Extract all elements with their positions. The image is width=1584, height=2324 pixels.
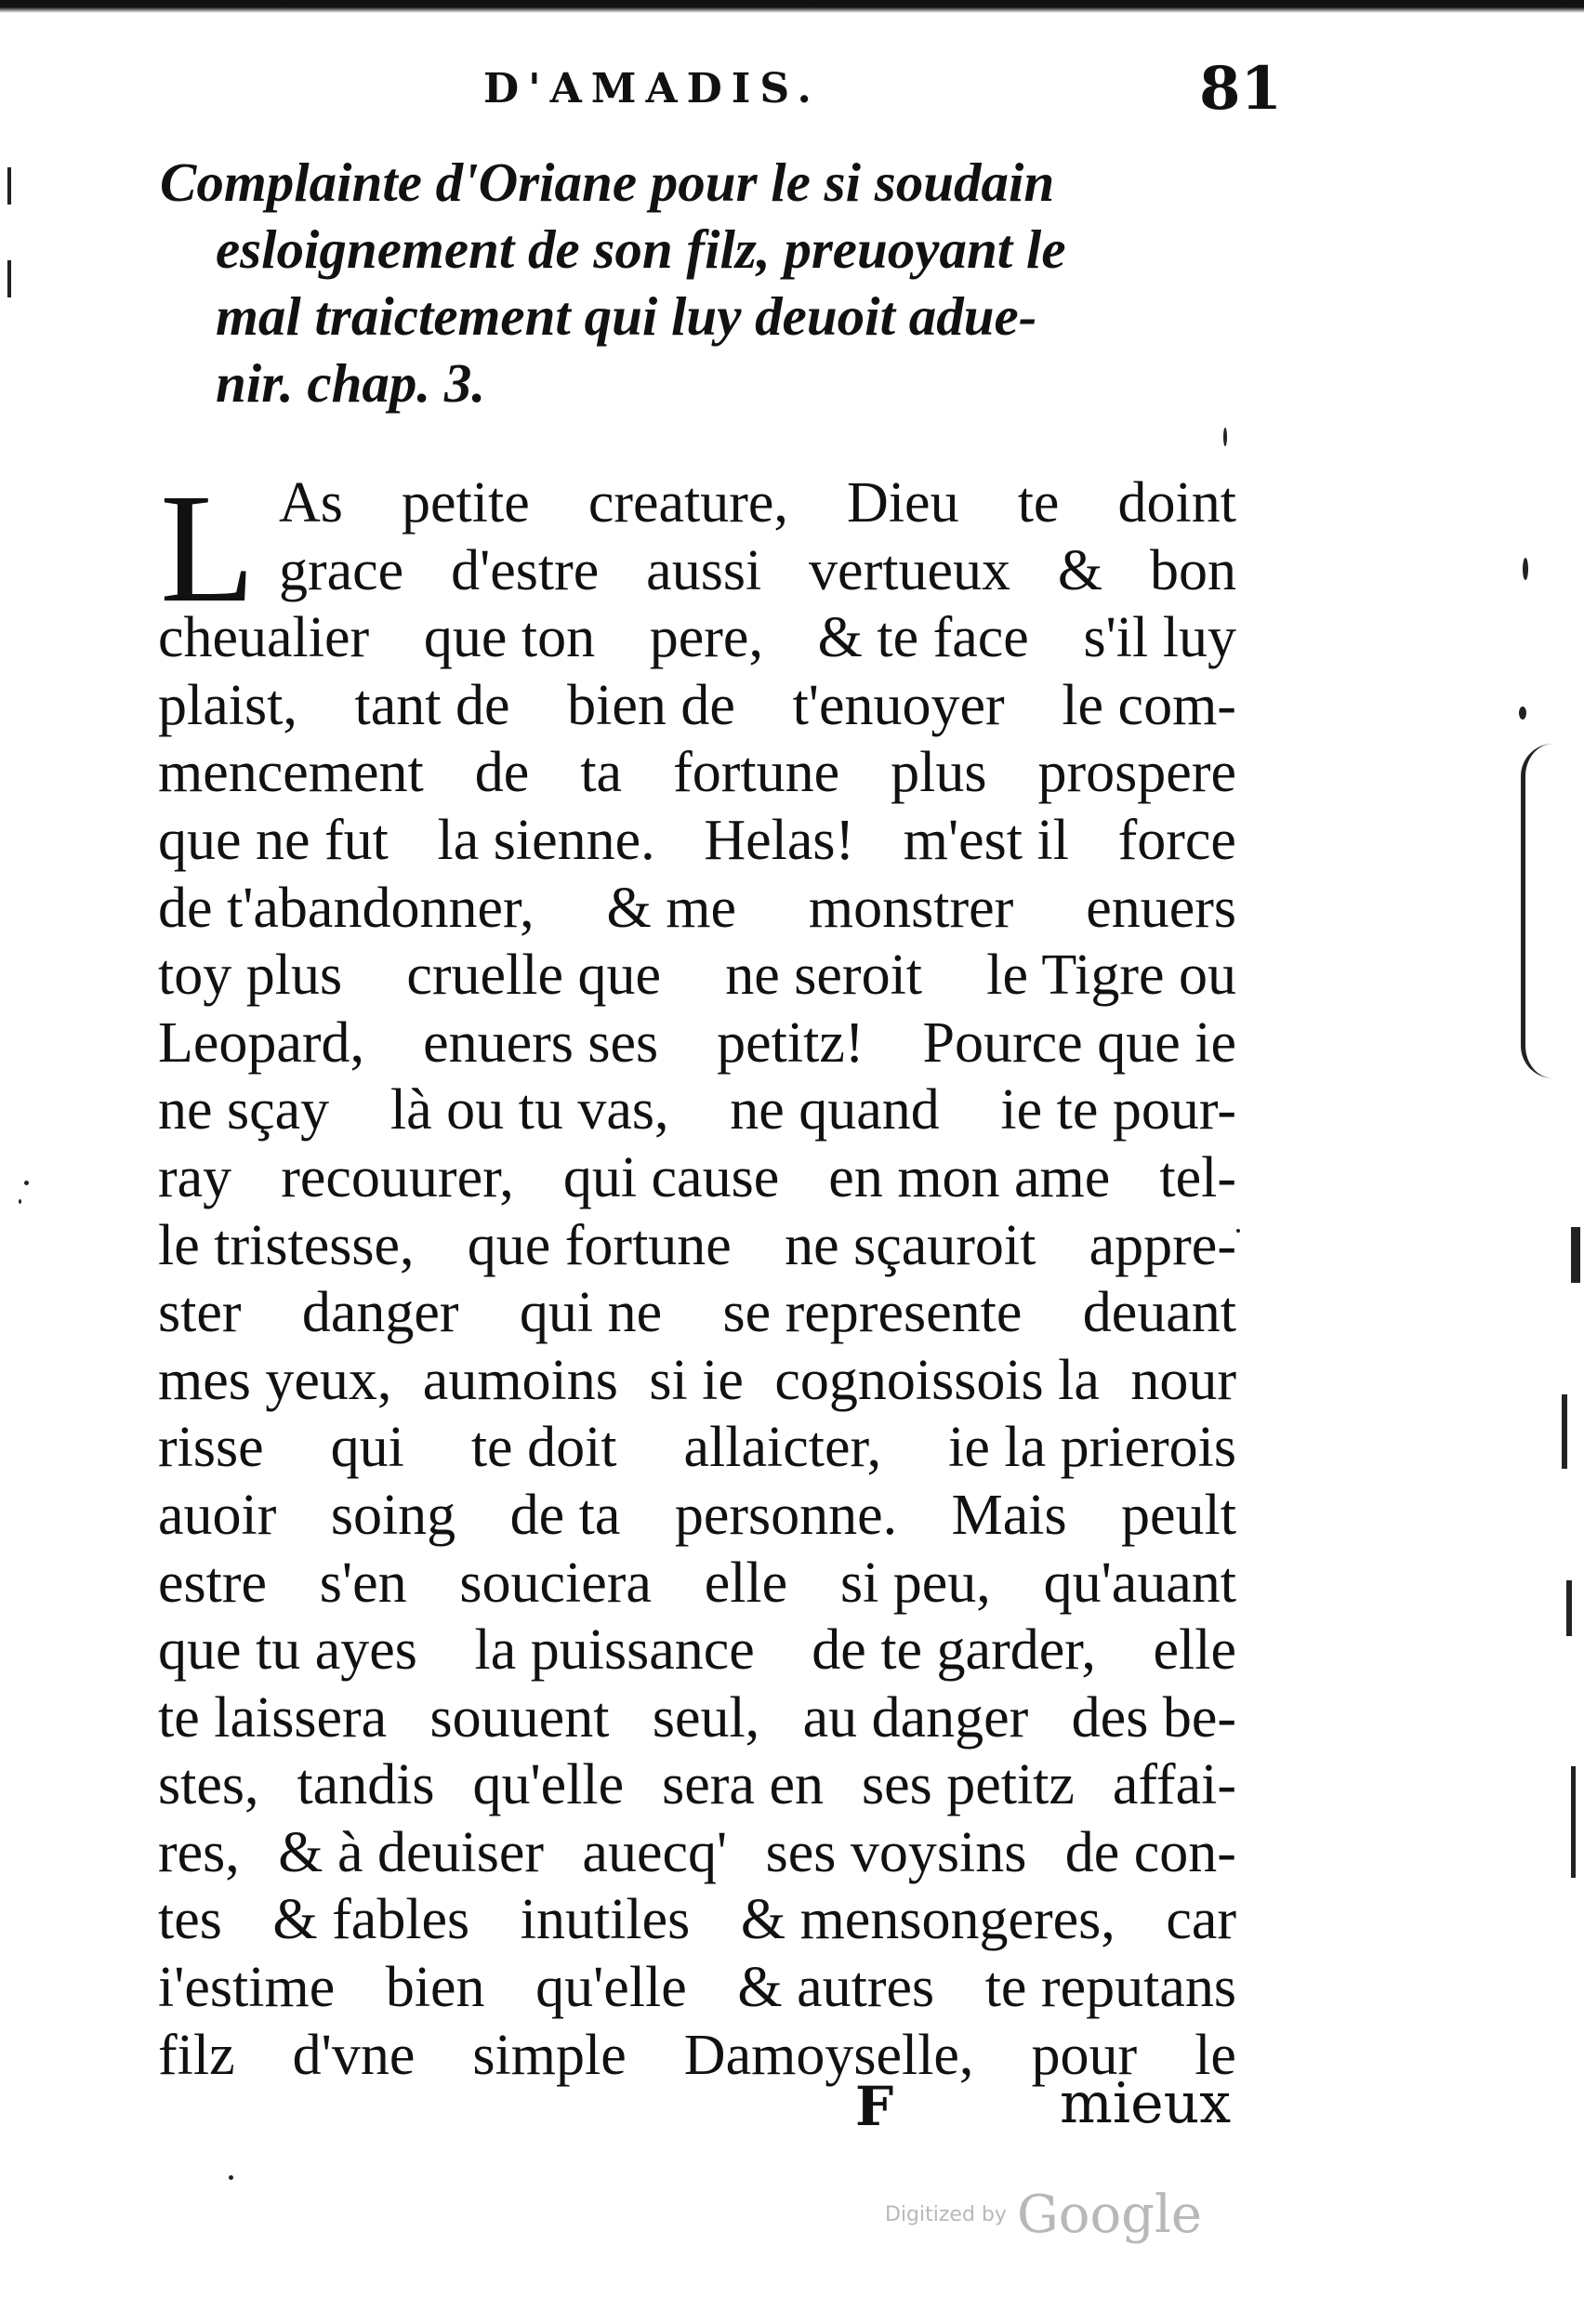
body-word: qu'elle (472, 1753, 625, 1817)
body-word: tes (158, 1888, 222, 1952)
body-word: m'est il (903, 808, 1069, 872)
body-word: risse (158, 1416, 264, 1480)
body-word: la sienne. (437, 808, 655, 872)
body-word: & mensongeres, (740, 1888, 1115, 1952)
body-word: plus (891, 741, 987, 805)
body-word: la puissance (474, 1618, 755, 1683)
body-word: mencement (158, 741, 424, 805)
body-word: ie la prierois (948, 1416, 1236, 1480)
margin-edge-mark (1571, 1766, 1576, 1878)
body-line (158, 1482, 1236, 1550)
body-line (158, 469, 1236, 537)
catchword: mieux (1060, 2071, 1232, 2136)
body-word: prospere (1037, 741, 1236, 805)
ink-speck (19, 1199, 21, 1204)
body-line (158, 942, 1236, 1010)
body-word: elle (1153, 1618, 1236, 1683)
body-word: nour (1130, 1348, 1236, 1412)
body-line (158, 1550, 1236, 1618)
body-line (158, 1954, 1236, 2022)
watermark-brand: Google (1017, 2185, 1203, 2245)
body-word: te reputans (984, 1956, 1236, 2020)
body-word: qui ne (519, 1281, 663, 1345)
body-word: de con- (1064, 1820, 1236, 1884)
body-word: de te garder, (812, 1618, 1096, 1683)
body-word: force (1117, 808, 1236, 872)
body-word: bon (1149, 538, 1236, 602)
ink-speck (1223, 428, 1227, 446)
body-word: seul, (652, 1685, 760, 1750)
body-word: doint (1117, 471, 1236, 535)
body-word: car (1166, 1888, 1236, 1952)
ink-speck (229, 2175, 233, 2180)
body-line (158, 1414, 1236, 1482)
body-word: d'estre (451, 538, 600, 602)
body-word: que fortune (467, 1213, 732, 1277)
body-word: te (1017, 471, 1060, 535)
ink-speck (24, 1181, 29, 1185)
body-word: le com- (1062, 673, 1236, 737)
body-word: danger (301, 1281, 459, 1345)
margin-edge-mark (1566, 1580, 1572, 1636)
body-line (158, 1684, 1236, 1752)
body-word: là ou tu vas, (389, 1078, 669, 1142)
body-line (158, 1617, 1236, 1684)
body-word: ta (580, 741, 623, 805)
body-word: si peu, (839, 1551, 991, 1615)
chapter-heading (160, 149, 1220, 416)
body-word: s'en (319, 1551, 407, 1615)
margin-edge-mark (7, 167, 11, 205)
body-word: & autres (737, 1956, 935, 2020)
body-word: tel- (1159, 1145, 1236, 1209)
body-line (158, 1886, 1236, 1954)
body-word: qu'auant (1043, 1551, 1236, 1615)
body-word: ses voysins (765, 1820, 1027, 1884)
ink-speck (1519, 706, 1526, 720)
body-word: si ie (649, 1348, 744, 1412)
body-word: affai- (1112, 1753, 1236, 1817)
body-word: & à deuiser (278, 1820, 544, 1884)
body-word: ie te pour- (1000, 1078, 1236, 1142)
body-word: qu'elle (535, 1956, 687, 2020)
body-word: Helas! (704, 808, 855, 872)
body-word: le (1195, 2023, 1236, 2087)
body-word: te laissera (158, 1685, 388, 1750)
chapter-heading-line: mal traictement qui luy deuoit adue- (216, 285, 1037, 347)
body-word: ne quand (730, 1078, 940, 1142)
body-word: qui (330, 1416, 404, 1480)
ink-speck (1236, 1229, 1240, 1233)
body-word: ster (158, 1281, 242, 1345)
body-word: bien (385, 1956, 485, 2020)
body-word: au danger (802, 1685, 1029, 1750)
body-word: de t'abandonner, (158, 876, 535, 940)
margin-bracket-mark (1521, 744, 1553, 1078)
body-word: i'estime (158, 1956, 336, 2020)
body-word: & te face (817, 606, 1029, 670)
chapter-heading-line: nir. chap. 3. (216, 352, 486, 414)
body-word: Dieu (847, 471, 959, 535)
page-number: 81 (1199, 54, 1283, 124)
body-word: monstrer (808, 876, 1014, 940)
body-word: peult (1121, 1483, 1236, 1547)
body-word: Damoyselle, (683, 2023, 974, 2087)
body-word: de (474, 741, 530, 805)
body-word: tant de (354, 673, 510, 737)
body-word: souuent (429, 1685, 610, 1750)
body-word: soing (330, 1483, 456, 1547)
body-word: pere, (649, 606, 763, 670)
body-word: Mais (951, 1483, 1067, 1547)
body-word: tandis (297, 1753, 435, 1817)
body-word: recouurer, (281, 1145, 514, 1209)
body-word: d'vne (292, 2023, 416, 2087)
body-word: auoir (158, 1483, 277, 1547)
body-word: se represente (722, 1281, 1023, 1345)
body-word: deuant (1082, 1281, 1236, 1345)
body-word: qui cause (562, 1145, 780, 1209)
body-word: sera en (662, 1753, 824, 1817)
body-word: des be- (1071, 1685, 1236, 1750)
body-word: As (279, 471, 343, 535)
margin-edge-mark (1562, 1394, 1567, 1469)
body-word: toy plus (158, 944, 343, 1008)
body-word: cruelle que (406, 944, 662, 1008)
body-word: plaist, (158, 673, 297, 737)
drop-cap-letter: L (160, 462, 256, 635)
body-word: le tristesse, (158, 1213, 415, 1277)
body-word: mes yeux, (158, 1348, 392, 1412)
body-word: res, (158, 1820, 240, 1884)
body-line (158, 739, 1236, 807)
top-border-rule (0, 0, 1584, 13)
body-word: grace (279, 538, 404, 602)
body-line (158, 1751, 1236, 1819)
body-word: s'il luy (1083, 606, 1236, 670)
body-word: inutiles (520, 1888, 691, 1952)
digitization-watermark (885, 2185, 1202, 2245)
chapter-heading-line: esloignement de son filz, preuoyant le (216, 218, 1066, 280)
margin-edge-mark (7, 260, 11, 297)
body-line (158, 1076, 1236, 1144)
body-line (158, 1212, 1236, 1280)
body-word: en mon ame (828, 1145, 1111, 1209)
body-word: ne seroit (725, 944, 923, 1008)
body-word: & (1057, 538, 1103, 602)
body-word: simple (472, 2023, 627, 2087)
body-word: ray (158, 1145, 232, 1209)
body-line (158, 1347, 1236, 1415)
body-word: que ton (423, 606, 596, 670)
body-word: ses petitz (861, 1753, 1075, 1817)
body-word: filz (158, 2023, 235, 2087)
body-word: Leopard, (158, 1010, 365, 1075)
body-line (158, 1010, 1236, 1077)
body-word: ne sçay (158, 1078, 330, 1142)
chapter-heading-line: Complainte d'Oriane pour le si soudain (160, 152, 1055, 213)
body-word: auecq' (582, 1820, 728, 1884)
watermark-prefix: Digitized by (885, 2203, 1007, 2226)
body-word: enuers (1086, 876, 1236, 940)
body-word: t'enuoyer (792, 673, 1005, 737)
body-word: personne. (674, 1483, 898, 1547)
body-word: cognoissois la (774, 1348, 1100, 1412)
body-word: te doit (470, 1416, 617, 1480)
body-line (158, 604, 1236, 672)
body-word: que ne fut (158, 808, 389, 872)
body-text (158, 462, 1236, 2089)
body-line (158, 807, 1236, 875)
body-word: Pource que ie (922, 1010, 1236, 1075)
body-word: aumoins (422, 1348, 618, 1412)
body-word: enuers ses (423, 1010, 659, 1075)
body-word: souciera (459, 1551, 652, 1615)
body-word: ne sçauroit (785, 1213, 1036, 1277)
body-word: vertueux (809, 538, 1010, 602)
body-word: bien de (567, 673, 735, 737)
body-word: appre- (1089, 1213, 1236, 1277)
body-line (158, 1819, 1236, 1887)
body-word: aussi (646, 538, 762, 602)
margin-edge-mark (1571, 1227, 1580, 1283)
body-line (158, 672, 1236, 740)
body-line (158, 1279, 1236, 1347)
body-line (158, 875, 1236, 943)
body-word: estre (158, 1551, 268, 1615)
body-word: & me (606, 876, 737, 940)
body-line (158, 537, 1236, 605)
body-word: pour (1031, 2023, 1138, 2087)
running-head: D'AMADIS. (483, 65, 821, 112)
ink-speck (1523, 558, 1528, 580)
body-word: que tu ayes (158, 1618, 417, 1683)
body-word: & fables (272, 1888, 470, 1952)
signature-mark: F (855, 2075, 894, 2138)
body-word: de ta (509, 1483, 621, 1547)
body-word: petite (402, 471, 530, 535)
body-word: fortune (673, 741, 840, 805)
body-word: allaicter, (683, 1416, 882, 1480)
body-word: stes, (158, 1753, 259, 1817)
body-word: petitz! (717, 1010, 865, 1075)
body-line (158, 1144, 1236, 1212)
body-word: cheualier (158, 606, 370, 670)
body-word: creature, (587, 471, 788, 535)
body-word: le Tigre ou (986, 944, 1236, 1008)
body-word: elle (704, 1551, 788, 1615)
